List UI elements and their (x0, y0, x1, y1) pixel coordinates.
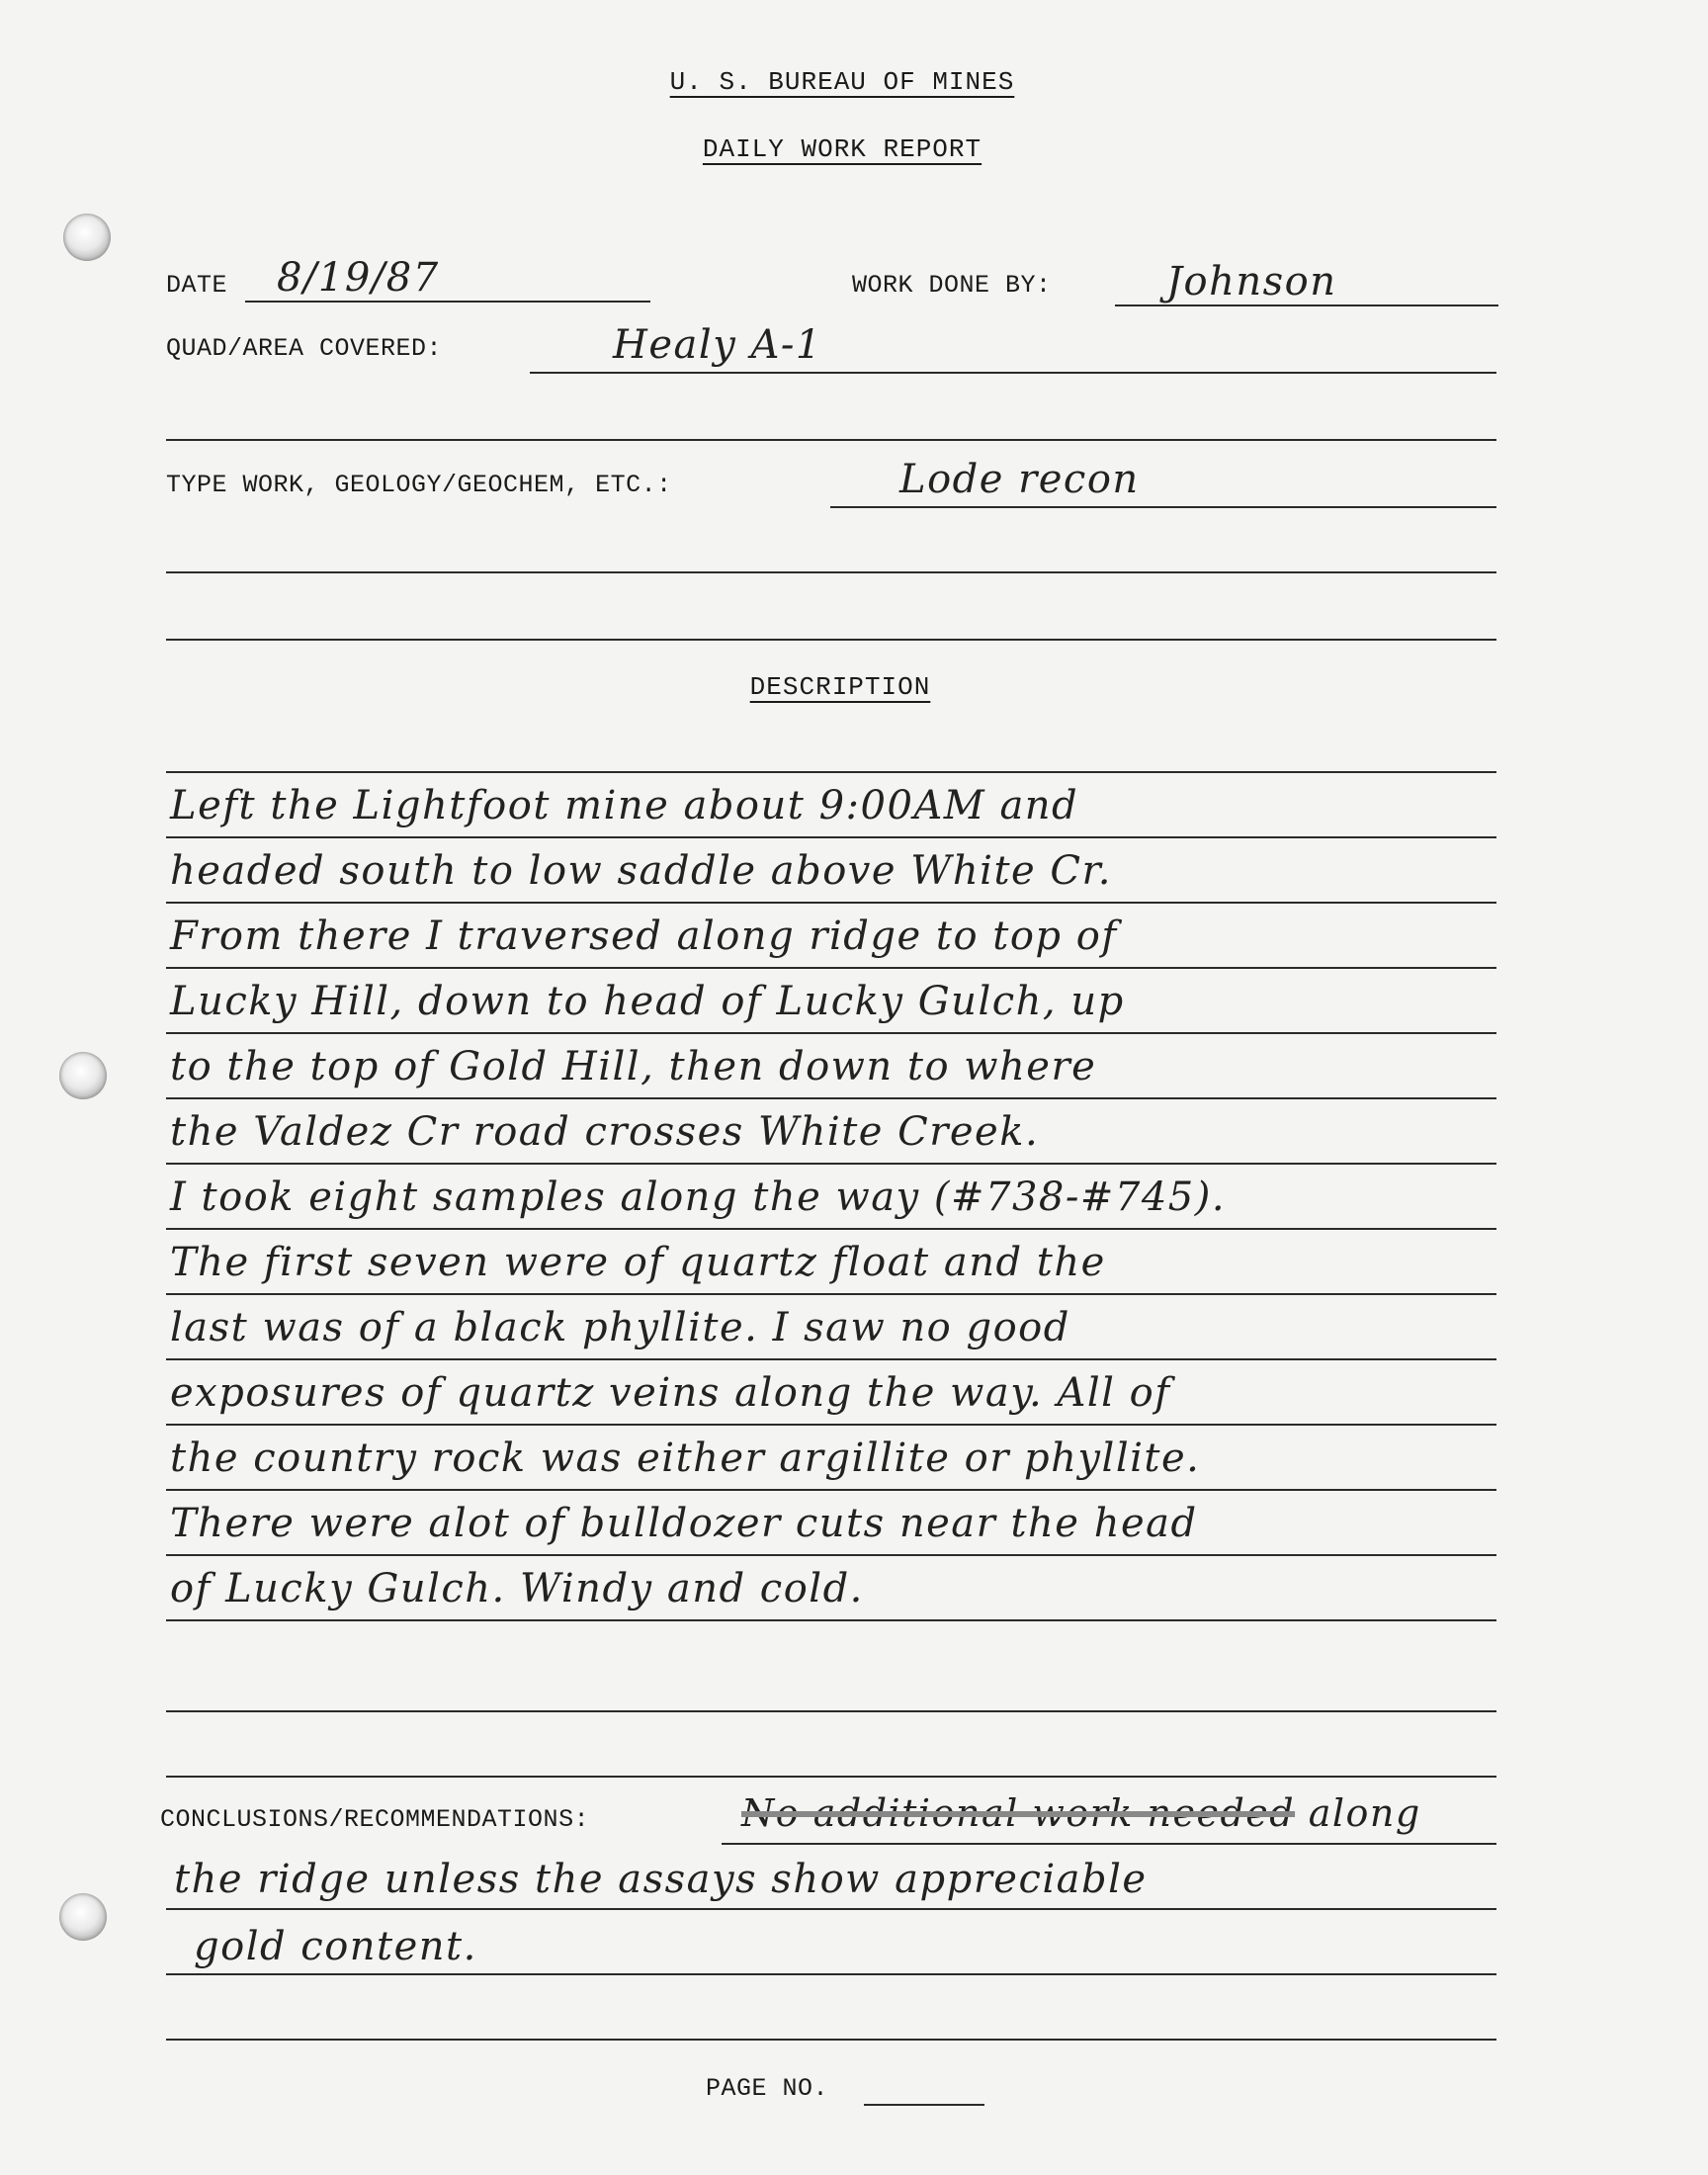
description-rule-top (166, 771, 1496, 773)
struck-text: No additional work needed (741, 1791, 1296, 1835)
binder-hole-bottom (59, 1893, 107, 1941)
description-rule (166, 1293, 1496, 1295)
description-line: the Valdez Cr road crosses White Creek. (170, 1109, 1040, 1155)
description-line: There were alot of bulldozer cuts near the head (170, 1501, 1198, 1546)
description-rule (166, 967, 1496, 969)
conclusions-label: CONCLUSIONS/RECOMMENDATIONS: (160, 1805, 590, 1834)
work-done-by-label: WORK DONE BY: (852, 271, 1052, 300)
description-rule-blank-1 (166, 1710, 1496, 1712)
description-rule (166, 902, 1496, 904)
description-rule (166, 1358, 1496, 1360)
conclusions-rule-3 (166, 1973, 1496, 1975)
work-done-by-value: Johnson (1166, 259, 1337, 304)
quad-rule (530, 372, 1496, 374)
page-no-label: PAGE NO. (706, 2074, 829, 2103)
description-line: exposures of quartz veins along the way. All of (170, 1370, 1171, 1416)
description-line: headed south to low saddle above White Cr. (170, 848, 1112, 894)
description-line: From there I traversed along ridge to top of (170, 914, 1118, 959)
description-rule (166, 1163, 1496, 1165)
date-rule (245, 301, 650, 303)
quad-value: Healy A-1 (613, 322, 822, 368)
type-work-value: Lode recon (899, 457, 1140, 502)
type-work-rule-3 (166, 639, 1496, 641)
description-rule (166, 1424, 1496, 1426)
conclusions-line-3: gold content. (194, 1924, 477, 1969)
description-rule (166, 1619, 1496, 1621)
conclusions-rule-4 (166, 2039, 1496, 2041)
description-rule (166, 1228, 1496, 1230)
conclusions-rule-1 (722, 1843, 1496, 1845)
date-value: 8/19/87 (277, 255, 440, 301)
description-line: I took eight samples along the way (#738-#745). (170, 1174, 1227, 1220)
binder-hole-top (63, 214, 111, 261)
description-line: The first seven were of quartz float and the (170, 1240, 1106, 1285)
description-line: Lucky Hill, down to head of Lucky Gulch, up (170, 979, 1125, 1024)
description-line: Left the Lightfoot mine about 9:00AM and (170, 783, 1079, 828)
description-line: the country rock was either argillite or phyllite. (170, 1436, 1201, 1481)
work-done-by-rule (1115, 304, 1498, 306)
description-rule-blank-2 (166, 1776, 1496, 1778)
quad-rule-2 (166, 439, 1496, 441)
conclusions-rule-2 (166, 1908, 1496, 1910)
type-work-rule-2 (166, 571, 1496, 573)
conclusions-line-1 (741, 1791, 1421, 1835)
type-work-label: TYPE WORK, GEOLOGY/GEOCHEM, ETC.: (166, 471, 672, 499)
description-rule (166, 1489, 1496, 1491)
agency-heading: U. S. BUREAU OF MINES (669, 67, 1015, 97)
description-heading: DESCRIPTION (749, 672, 931, 702)
page-no-rule (864, 2104, 984, 2106)
description-line: last was of a black phyllite. I saw no good (170, 1305, 1070, 1350)
description-line: to the top of Gold Hill, then down to where (170, 1044, 1097, 1089)
description-rule (166, 836, 1496, 838)
date-label: DATE (166, 271, 228, 300)
description-line: of Lucky Gulch. Windy and cold. (170, 1566, 864, 1611)
conclusions-line-2: the ridge unless the assays show appreciable (174, 1857, 1148, 1902)
quad-label: QUAD/AREA COVERED: (166, 334, 443, 363)
description-rule (166, 1032, 1496, 1034)
description-rule (166, 1554, 1496, 1556)
description-rule (166, 1097, 1496, 1099)
type-work-rule (830, 506, 1496, 508)
conclusions-line-1-rest: along (1308, 1791, 1421, 1835)
binder-hole-middle (59, 1052, 107, 1099)
form-title: DAILY WORK REPORT (702, 134, 982, 164)
